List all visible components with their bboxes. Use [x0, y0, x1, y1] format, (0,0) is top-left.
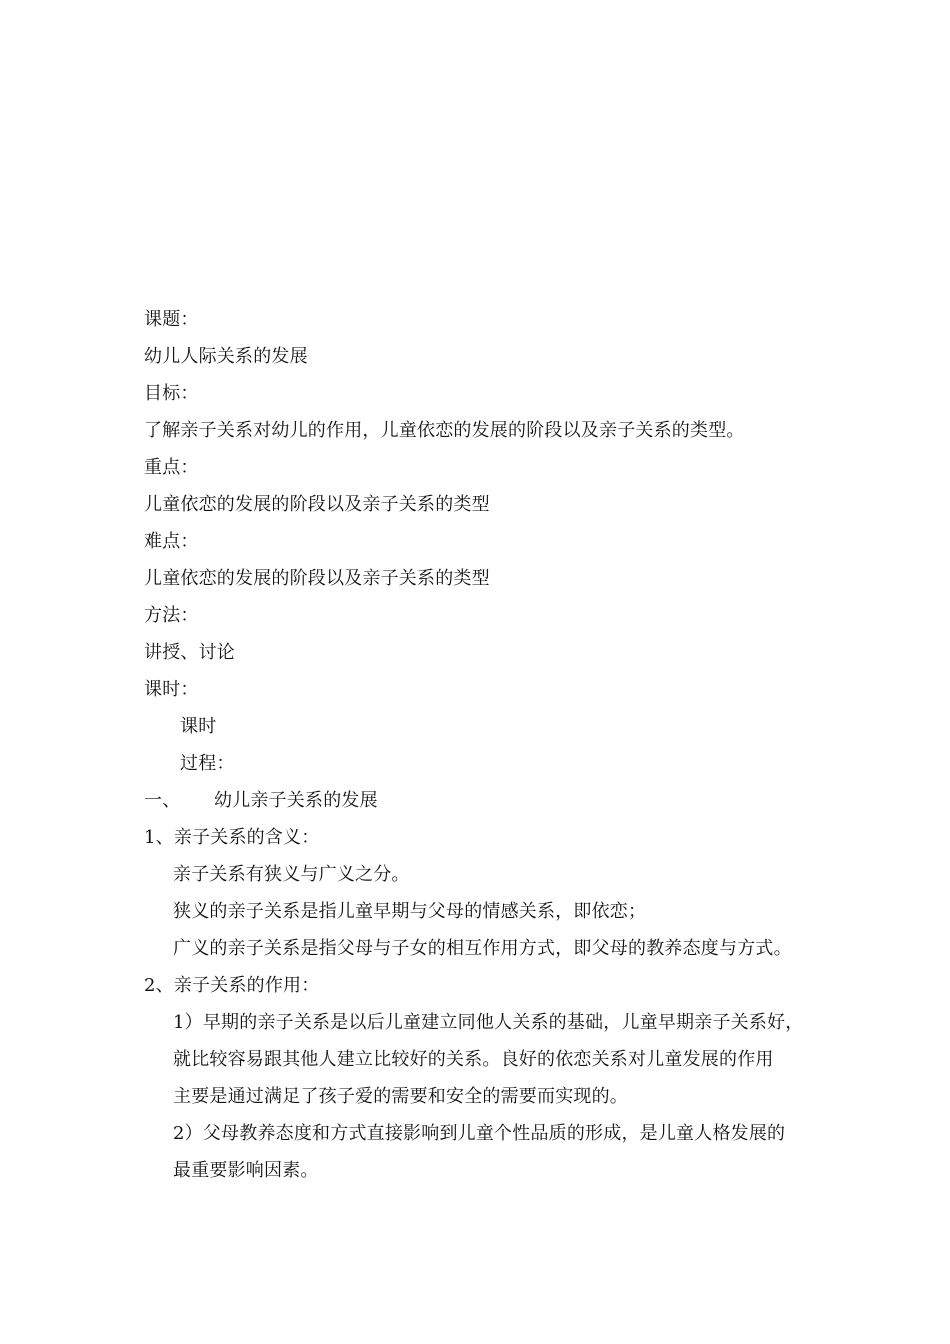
hours-value: 课时: [180, 716, 217, 737]
section-heading: [144, 789, 378, 813]
difficulty-label: 难点：: [144, 531, 199, 552]
section-title: 幼儿亲子关系的发展: [214, 790, 378, 811]
key-point-value: 儿童依恋的发展的阶段以及亲子关系的类型: [144, 494, 490, 515]
goal-label: 目标：: [144, 383, 199, 404]
paragraph: 就比较容易跟其他人建立比较好的关系。良好的依恋关系对儿童发展的作用: [173, 1049, 774, 1070]
section-number: 一、: [144, 790, 181, 811]
course-value: 幼儿人际关系的发展: [144, 346, 308, 367]
goal-value: 了解亲子关系对幼儿的作用，儿童依恋的发展的阶段以及亲子关系的类型。: [144, 420, 745, 441]
method-value: 讲授、讨论: [144, 642, 235, 663]
process-label: 过程：: [180, 753, 235, 774]
hours-label: 课时：: [144, 679, 199, 700]
subsection-1-title: 1、亲子关系的含义：: [144, 827, 320, 848]
course-label: 课题：: [144, 309, 199, 330]
paragraph: 最重要影响因素。: [173, 1160, 319, 1181]
paragraph: 广义的亲子关系是指父母与子女的相互作用方式，即父母的教养态度与方式。: [173, 938, 792, 959]
subsection-2-title: 2、亲子关系的作用：: [144, 975, 320, 996]
paragraph: 主要是通过满足了孩子爱的需要和安全的需要而实现的。: [173, 1086, 628, 1107]
key-point-label: 重点：: [144, 457, 199, 478]
difficulty-value: 儿童依恋的发展的阶段以及亲子关系的类型: [144, 568, 490, 589]
method-label: 方法：: [144, 605, 199, 626]
paragraph: 1）早期的亲子关系是以后儿童建立同他人关系的基础，儿童早期亲子关系好，: [173, 1012, 804, 1033]
paragraph: 亲子关系有狭义与广义之分。: [173, 864, 410, 885]
paragraph: 2）父母教养态度和方式直接影响到儿童个性品质的形成，是儿童人格发展的: [173, 1123, 786, 1144]
paragraph: 狭义的亲子关系是指儿童早期与父母的情感关系，即依恋；: [173, 901, 647, 922]
